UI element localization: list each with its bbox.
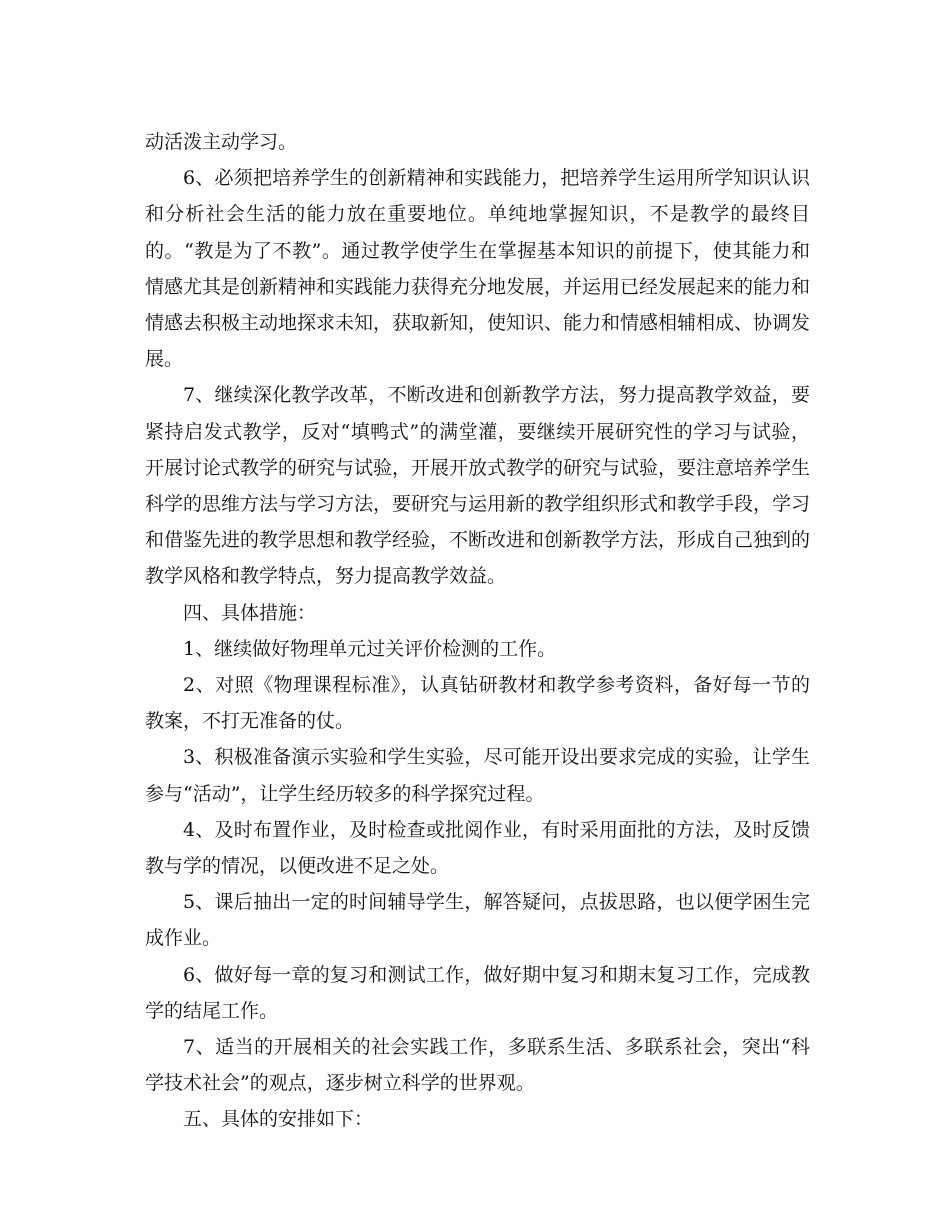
measure-item-2: 2、对照《物理课程标准》，认真钻研教材和教学参考资料，备好每一节的教案，不打无准备的仗。 [145, 674, 810, 733]
section-heading-schedule: 五、具体的安排如下： [183, 1108, 374, 1131]
section-heading-measures: 四、具体措施： [183, 601, 317, 624]
paragraph-continuation: 动活泼主动学习。 [145, 131, 298, 153]
measure-item-1: 1、继续做好物理单元过关评价检测的工作。 [183, 637, 557, 660]
measure-item-7: 7、适当的开展相关的社会实践工作，多联系生活、多联系社会，突出“科学技术社会”的观点，逐步树立科学的世界观。 [145, 1036, 810, 1095]
measure-item-3: 3、积极准备演示实验和学生实验，尽可能开设出要求完成的实验，让学生参与“活动”，让学生经历较多的科学探究过程。 [145, 746, 810, 805]
paragraph-item-6-innovation: 6、必须把培养学生的创新精神和实践能力，把培养学生运用所学知识认识和分析社会生活的能力放在重要地位。单纯地掌握知识，不是教学的最终目的。“教是为了不教”。通过教学使学生在掌握基本知识的前提下，使其能力和情感尤其是创新精神和实践能力获得充分地发展，并运用已经发展起来的能力和情感去积极主动地探求未知，获取新知，使知识、能力和情感相辅相成、协调发展。 [145, 167, 811, 371]
measure-item-6: 6、做好每一章的复习和测试工作，做好期中复习和期末复习工作，完成教学的结尾工作。 [145, 963, 810, 1022]
measure-item-5: 5、课后抽出一定的时间辅导学生，解答疑问，点拔思路，也以便学困生完成作业。 [145, 891, 810, 950]
measure-item-4: 4、及时布置作业，及时检查或批阅作业，有时采用面批的方法，及时反馈教与学的情况，以便改进不足之处。 [145, 818, 810, 878]
paragraph-item-7-reform: 7、继续深化教学改革，不断改进和创新教学方法，努力提高教学效益，要紧持启发式教学，反对“填鸭式”的满堂灌，要继续开展研究性的学习与试验，开展讨论式教学的研究与试验，开展开放式教学的研究与试验，要注意培养学生科学的思维方法与学习方法，要研究与运用新的教学组织形式和教学手段，学习和借鉴先进的教学思想和教学经验，不断改进和创新教学方法，形成自己独到的教学风格和教学特点，努力提高教学效益。 [145, 384, 811, 588]
document-body [145, 124, 810, 1138]
